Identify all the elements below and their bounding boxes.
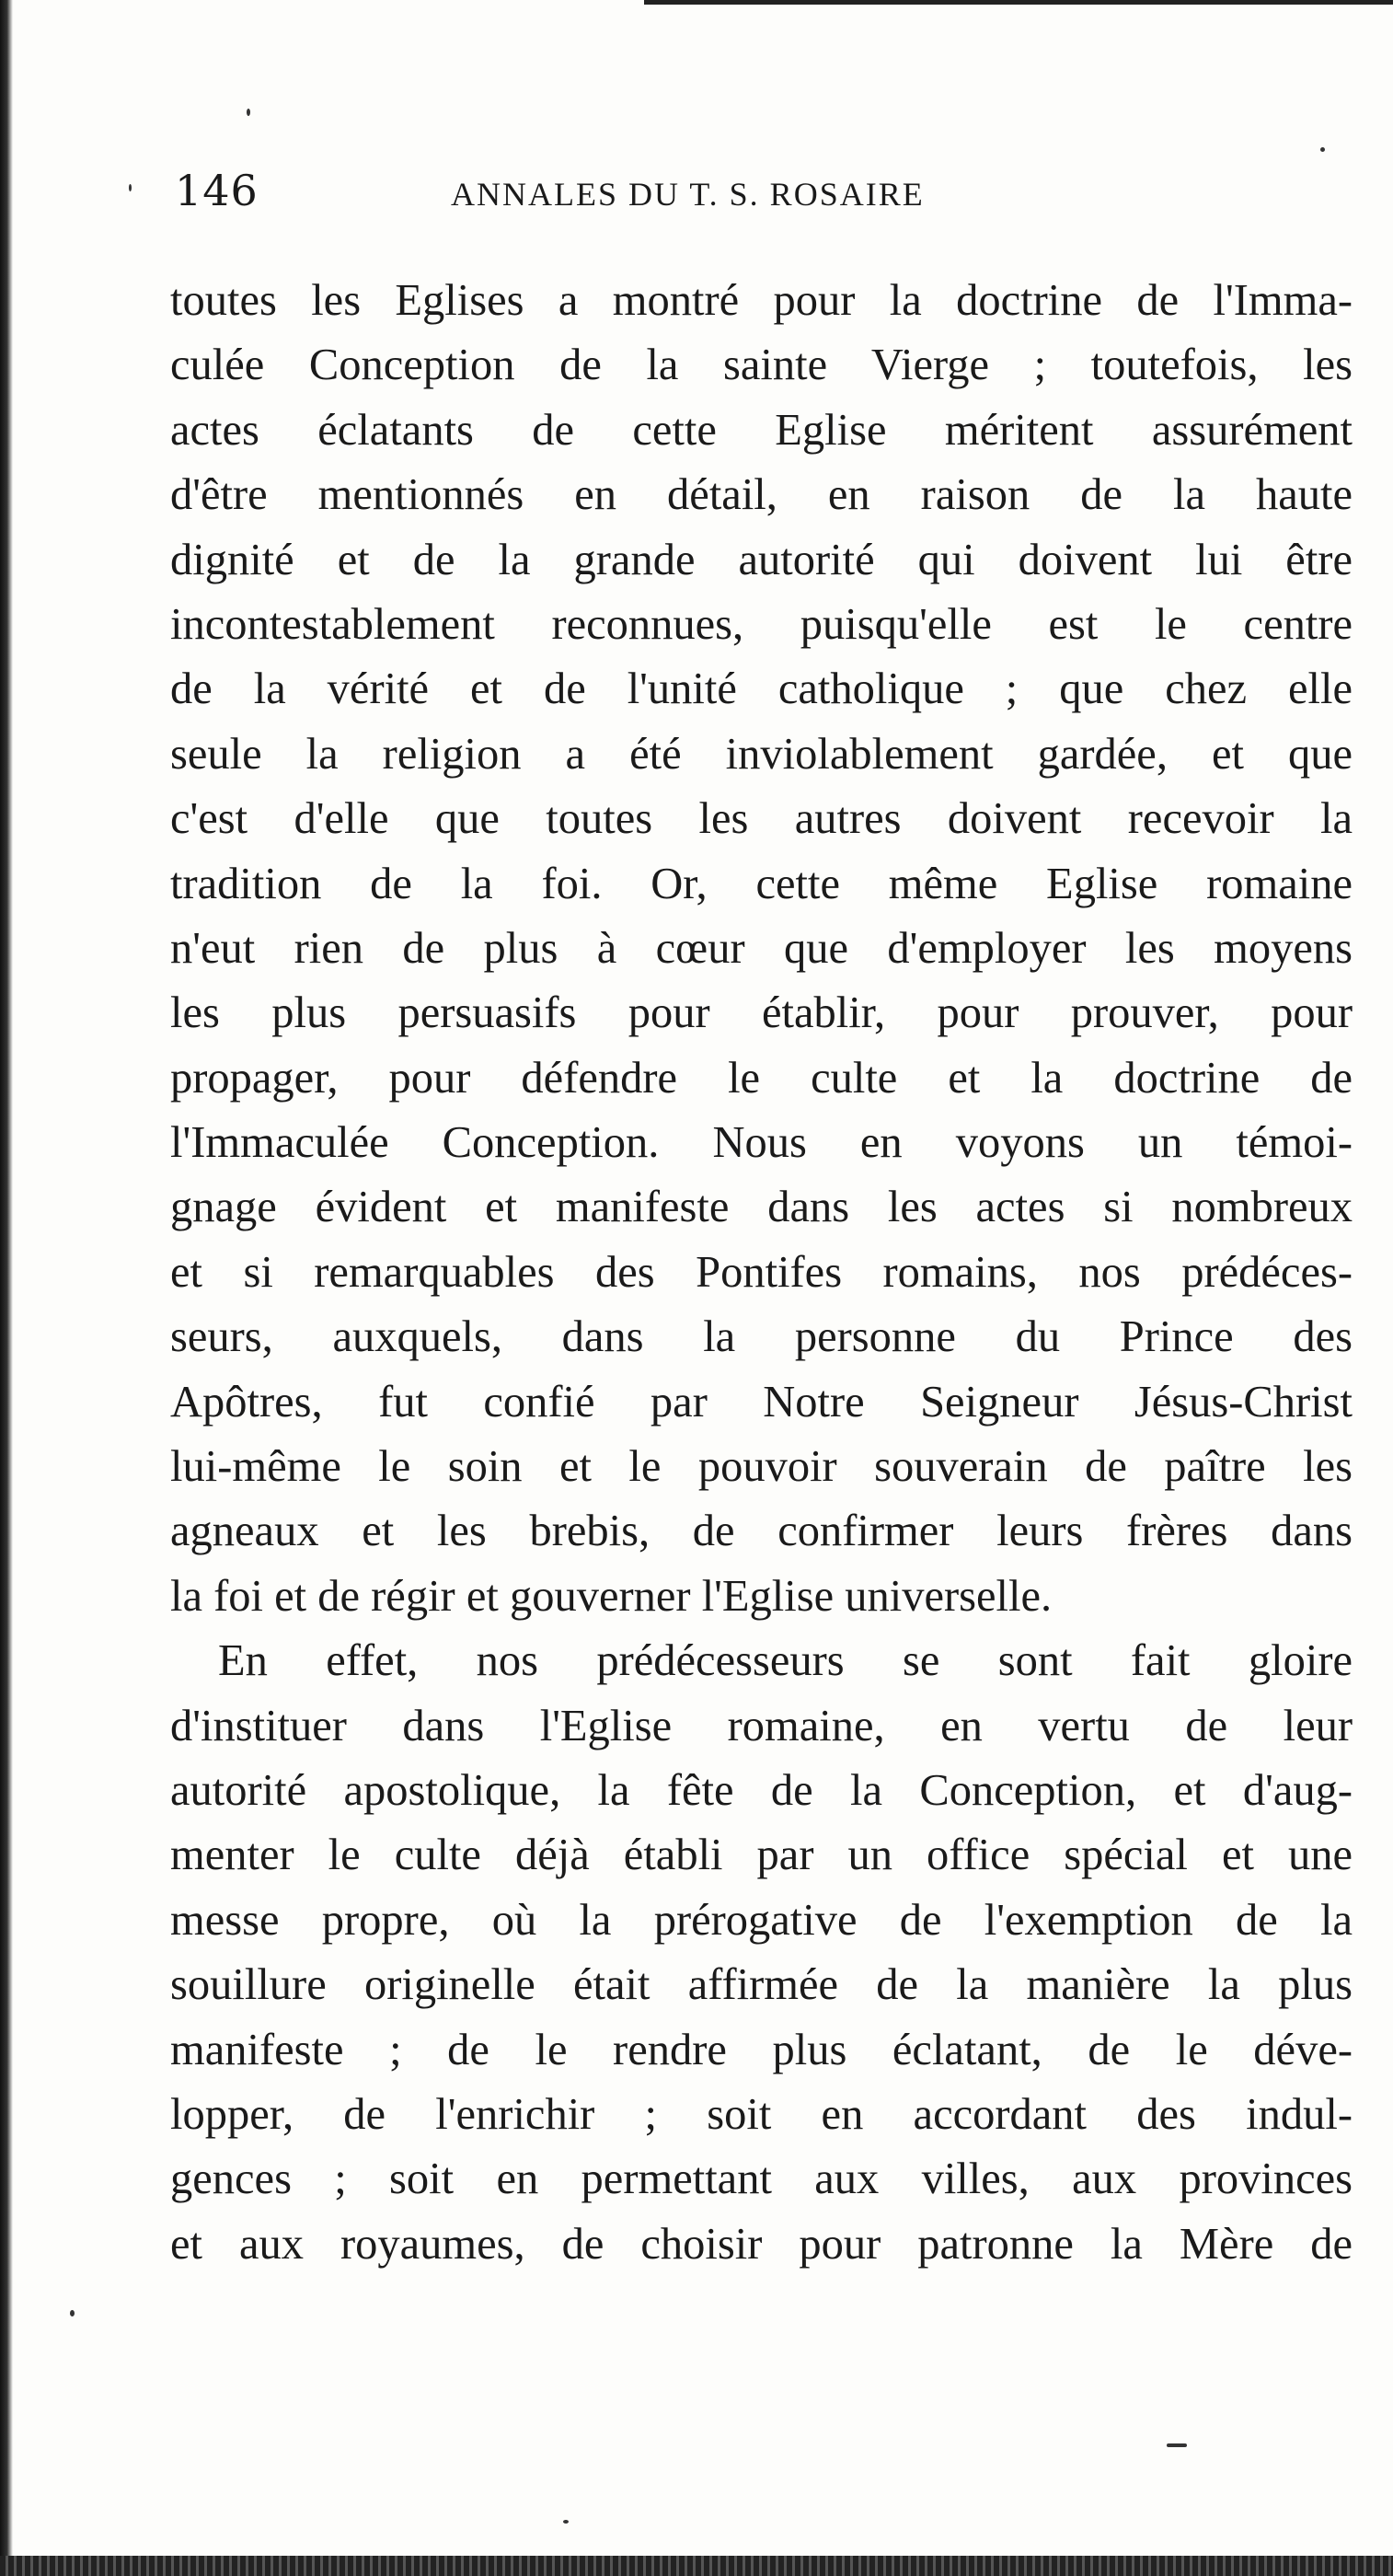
text-line: manifeste ; de le rendre plus éclatant, de le déve- (170, 2025, 1353, 2074)
bottom-scan-edge (0, 2556, 1393, 2576)
scan-speck (247, 109, 250, 116)
text-line: et si remarquables des Pontifes romains, nos prédéces- (170, 1247, 1353, 1297)
scan-speck (1320, 147, 1325, 152)
scan-speck (129, 184, 132, 191)
text-line: culée Conception de la sainte Vierge ; toutefois, les (170, 341, 1353, 390)
text-line: dignité et de la grande autorité qui doivent lui être (170, 535, 1353, 584)
text-line: Apôtres, fut confié par Notre Seigneur Jésus-Christ (170, 1377, 1353, 1427)
text-line: menter le culte déjà établi par un office spécial et une (170, 1831, 1353, 1880)
text-line: souillure originelle était affirmée de la manière la plus (170, 1960, 1353, 2010)
text-line: lopper, de l'enrichir ; soit en accordant des indul- (170, 2089, 1353, 2139)
text-line: c'est d'elle que toutes les autres doivent recevoir la (170, 794, 1353, 844)
text-line: autorité apostolique, la fête de la Conception, et d'aug- (170, 1765, 1353, 1815)
text-line: gnage évident et manifeste dans les actes si nombreux (170, 1183, 1353, 1232)
text-line: d'instituer dans l'Eglise romaine, en vertu de leur (170, 1701, 1353, 1750)
text-line: seurs, auxquels, dans la personne du Prince des (170, 1312, 1353, 1362)
running-title: ANNALES DU T. S. ROSAIRE (451, 176, 925, 213)
text-line: lui-même le soin et le pouvoir souverain de paître les (170, 1442, 1353, 1492)
text-line: et aux royaumes, de choisir pour patronne la Mère de (170, 2219, 1353, 2269)
text-line: tradition de la foi. Or, cette même Eglise romaine (170, 859, 1353, 908)
scan-speck (563, 2520, 569, 2524)
top-scan-edge (644, 0, 1393, 5)
text-line: actes éclatants de cette Eglise méritent assurément (170, 405, 1353, 455)
text-line: d'être mentionnés en détail, en raison de la haute (170, 470, 1353, 520)
page-number: 146 (175, 166, 259, 215)
text-line: messe propre, où la prérogative de l'exemption de la (170, 1895, 1353, 1945)
paragraph-start-line: En effet, nos prédécesseurs se sont fait gloire (218, 1636, 1353, 1686)
text-line: seule la religion a été inviolablement gardée, et que (170, 729, 1353, 779)
text-line: propager, pour défendre le culte et la doctrine de (170, 1053, 1353, 1103)
running-head (175, 166, 1224, 230)
text-line: gences ; soit en permettant aux villes, aux provinces (170, 2154, 1353, 2204)
text-line: l'Immaculée Conception. Nous en voyons un témoi- (170, 1118, 1353, 1168)
text-line: de la vérité et de l'unité catholique ; que chez elle (170, 664, 1353, 714)
text-line: la foi et de régir et gouverner l'Eglise universelle. (170, 1571, 1053, 1621)
scan-speck (70, 2310, 75, 2316)
text-line: toutes les Eglises a montré pour la doctrine de l'Imma- (170, 276, 1353, 325)
text-line: agneaux et les brebis, de confirmer leurs frères dans (170, 1507, 1353, 1556)
scan-speck (1167, 2443, 1187, 2447)
binding-edge (0, 0, 13, 2576)
body-text (170, 269, 1353, 2277)
text-line: les plus persuasifs pour établir, pour prouver, pour (170, 988, 1353, 1038)
text-line: n'eut rien de plus à cœur que d'employer les moyens (170, 923, 1353, 973)
text-line: incontestablement reconnues, puisqu'elle est le centre (170, 599, 1353, 649)
